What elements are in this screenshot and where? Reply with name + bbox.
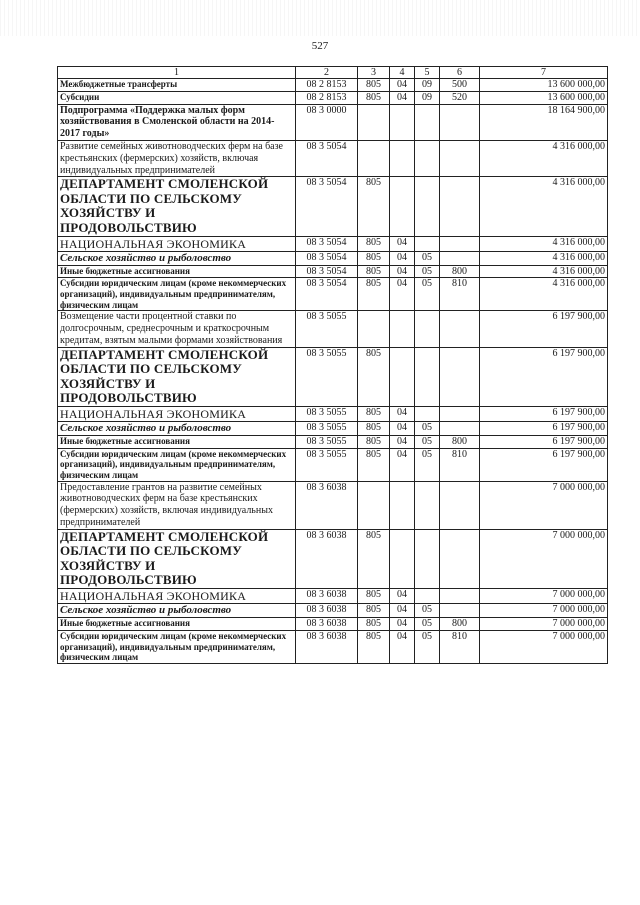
row-code-cell: 08 2 8153 — [296, 79, 358, 92]
row-col4-cell: 04 — [390, 618, 415, 631]
row-col6-cell: 800 — [440, 436, 480, 449]
row-name-cell: Иные бюджетные ассигнования — [58, 436, 296, 449]
row-col5-cell: 05 — [415, 436, 440, 449]
row-col5-cell: 05 — [415, 448, 440, 481]
row-col6-cell — [440, 481, 480, 529]
row-col5-cell — [415, 236, 440, 251]
row-col3-cell: 805 — [358, 406, 390, 421]
table-row — [58, 422, 608, 436]
row-name-cell: Иные бюджетные ассигнования — [58, 618, 296, 631]
row-col3-cell: 805 — [358, 589, 390, 604]
row-col5-cell — [415, 347, 440, 406]
row-col5-cell — [415, 529, 440, 588]
row-col6-cell — [440, 589, 480, 604]
row-col4-cell: 04 — [390, 265, 415, 278]
row-sum-cell: 7 000 000,00 — [480, 589, 608, 604]
table-row — [58, 406, 608, 421]
row-col5-cell: 05 — [415, 618, 440, 631]
row-name-cell: Иные бюджетные ассигнования — [58, 265, 296, 278]
row-col4-cell — [390, 347, 415, 406]
row-col3-cell: 805 — [358, 422, 390, 436]
column-header: 1 — [58, 67, 296, 79]
column-header: 5 — [415, 67, 440, 79]
row-col6-cell — [440, 406, 480, 421]
row-col5-cell: 05 — [415, 422, 440, 436]
row-code-cell: 08 3 0000 — [296, 104, 358, 140]
row-col4-cell — [390, 481, 415, 529]
table-row — [58, 448, 608, 481]
row-col4-cell — [390, 177, 415, 236]
table-row — [58, 618, 608, 631]
row-name-cell: Развитие семейных животноводческих ферм на базе крестьянских (фермерских) хозяйств, включая индивидуальных предпринимателей — [58, 140, 296, 176]
row-col5-cell — [415, 311, 440, 347]
row-sum-cell: 7 000 000,00 — [480, 618, 608, 631]
row-col4-cell: 04 — [390, 448, 415, 481]
row-name-cell: Субсидии — [58, 91, 296, 104]
row-name-cell: Субсидии юридическим лицам (кроме некоммерческих организаций), индивидуальным предпринимателям, физическим лицам — [58, 630, 296, 663]
row-sum-cell: 7 000 000,00 — [480, 630, 608, 663]
row-col5-cell — [415, 589, 440, 604]
table-row — [58, 529, 608, 588]
row-col4-cell — [390, 140, 415, 176]
row-code-cell: 08 3 6038 — [296, 481, 358, 529]
row-sum-cell: 4 316 000,00 — [480, 265, 608, 278]
row-code-cell: 08 3 5054 — [296, 177, 358, 236]
row-col3-cell: 805 — [358, 618, 390, 631]
row-code-cell: 08 3 5054 — [296, 251, 358, 265]
row-name-cell: ДЕПАРТАМЕНТ СМОЛЕНСКОЙ ОБЛАСТИ ПО СЕЛЬСКОМУ ХОЗЯЙСТВУ И ПРОДОВОЛЬСТВИЮ — [58, 177, 296, 236]
row-col5-cell: 05 — [415, 278, 440, 311]
row-col4-cell — [390, 311, 415, 347]
row-sum-cell: 6 197 900,00 — [480, 436, 608, 449]
row-code-cell: 08 3 6038 — [296, 618, 358, 631]
table-row — [58, 604, 608, 618]
row-code-cell: 08 3 5054 — [296, 278, 358, 311]
column-header: 4 — [390, 67, 415, 79]
row-col4-cell — [390, 104, 415, 140]
row-col5-cell — [415, 104, 440, 140]
row-sum-cell: 4 316 000,00 — [480, 236, 608, 251]
row-col6-cell — [440, 604, 480, 618]
row-code-cell: 08 3 5054 — [296, 265, 358, 278]
row-code-cell: 08 3 6038 — [296, 529, 358, 588]
row-col6-cell — [440, 347, 480, 406]
table-row — [58, 278, 608, 311]
row-sum-cell: 6 197 900,00 — [480, 347, 608, 406]
row-col3-cell: 805 — [358, 448, 390, 481]
row-col6-cell: 810 — [440, 448, 480, 481]
row-col3-cell: 805 — [358, 236, 390, 251]
row-name-cell: НАЦИОНАЛЬНАЯ ЭКОНОМИКА — [58, 406, 296, 421]
table-row — [58, 589, 608, 604]
row-name-cell: Субсидии юридическим лицам (кроме некоммерческих организаций), индивидуальным предпринимателям, физическим лицам — [58, 448, 296, 481]
row-col3-cell: 805 — [358, 251, 390, 265]
row-col3-cell — [358, 104, 390, 140]
row-sum-cell: 18 164 900,00 — [480, 104, 608, 140]
row-col5-cell: 09 — [415, 91, 440, 104]
row-code-cell: 08 3 6038 — [296, 604, 358, 618]
column-header: 2 — [296, 67, 358, 79]
row-code-cell: 08 3 5055 — [296, 448, 358, 481]
row-sum-cell: 4 316 000,00 — [480, 278, 608, 311]
table-row — [58, 347, 608, 406]
table-body — [58, 79, 608, 664]
row-col4-cell: 04 — [390, 278, 415, 311]
row-sum-cell: 4 316 000,00 — [480, 177, 608, 236]
row-col5-cell: 05 — [415, 604, 440, 618]
row-name-cell: Предоставление грантов на развитие семейных животноводческих ферм на базе крестьянских (фермерских) хозяйств, включая индивидуальных предпринимателей — [58, 481, 296, 529]
row-code-cell: 08 3 5054 — [296, 140, 358, 176]
table-row — [58, 104, 608, 140]
table-header-row — [58, 67, 608, 79]
row-col3-cell: 805 — [358, 91, 390, 104]
row-col5-cell — [415, 406, 440, 421]
row-col4-cell: 04 — [390, 236, 415, 251]
row-col3-cell: 805 — [358, 604, 390, 618]
row-code-cell: 08 3 5054 — [296, 236, 358, 251]
row-col3-cell: 805 — [358, 177, 390, 236]
column-header: 3 — [358, 67, 390, 79]
row-code-cell: 08 3 6038 — [296, 630, 358, 663]
scan-noise-strip — [0, 0, 640, 36]
row-name-cell: Возмещение части процентной ставки по долгосрочным, среднесрочным и краткосрочным кредитам, взятым малыми формами хозяйствования — [58, 311, 296, 347]
row-col6-cell — [440, 104, 480, 140]
row-code-cell: 08 3 5055 — [296, 406, 358, 421]
row-col3-cell: 805 — [358, 436, 390, 449]
row-name-cell: Субсидии юридическим лицам (кроме некоммерческих организаций), индивидуальным предпринимателям, физическим лицам — [58, 278, 296, 311]
row-col4-cell: 04 — [390, 91, 415, 104]
row-sum-cell: 4 316 000,00 — [480, 251, 608, 265]
row-col6-cell: 520 — [440, 91, 480, 104]
table-row — [58, 177, 608, 236]
row-sum-cell: 7 000 000,00 — [480, 481, 608, 529]
row-col5-cell: 05 — [415, 251, 440, 265]
row-name-cell: Сельское хозяйство и рыболовство — [58, 422, 296, 436]
table-row — [58, 481, 608, 529]
row-code-cell: 08 3 5055 — [296, 347, 358, 406]
row-col6-cell: 800 — [440, 618, 480, 631]
row-name-cell: ДЕПАРТАМЕНТ СМОЛЕНСКОЙ ОБЛАСТИ ПО СЕЛЬСКОМУ ХОЗЯЙСТВУ И ПРОДОВОЛЬСТВИЮ — [58, 529, 296, 588]
row-sum-cell: 4 316 000,00 — [480, 140, 608, 176]
row-col6-cell — [440, 529, 480, 588]
row-col4-cell — [390, 529, 415, 588]
row-col5-cell: 05 — [415, 265, 440, 278]
row-sum-cell: 6 197 900,00 — [480, 406, 608, 421]
row-name-cell: НАЦИОНАЛЬНАЯ ЭКОНОМИКА — [58, 236, 296, 251]
row-col3-cell: 805 — [358, 347, 390, 406]
row-sum-cell: 6 197 900,00 — [480, 422, 608, 436]
row-code-cell: 08 3 5055 — [296, 422, 358, 436]
row-col5-cell — [415, 481, 440, 529]
row-sum-cell: 13 600 000,00 — [480, 91, 608, 104]
row-sum-cell: 7 000 000,00 — [480, 529, 608, 588]
row-name-cell: Межбюджетные трансферты — [58, 79, 296, 92]
table-row — [58, 436, 608, 449]
row-col6-cell: 500 — [440, 79, 480, 92]
row-name-cell: Сельское хозяйство и рыболовство — [58, 604, 296, 618]
row-col4-cell: 04 — [390, 630, 415, 663]
row-col4-cell: 04 — [390, 604, 415, 618]
row-code-cell: 08 3 6038 — [296, 589, 358, 604]
row-col4-cell: 04 — [390, 436, 415, 449]
row-col3-cell — [358, 140, 390, 176]
row-col6-cell: 810 — [440, 630, 480, 663]
row-col5-cell — [415, 177, 440, 236]
row-col6-cell — [440, 140, 480, 176]
row-col4-cell: 04 — [390, 79, 415, 92]
row-code-cell: 08 3 5055 — [296, 436, 358, 449]
row-col4-cell: 04 — [390, 422, 415, 436]
row-col3-cell: 805 — [358, 79, 390, 92]
row-col3-cell — [358, 311, 390, 347]
row-name-cell: ДЕПАРТАМЕНТ СМОЛЕНСКОЙ ОБЛАСТИ ПО СЕЛЬСКОМУ ХОЗЯЙСТВУ И ПРОДОВОЛЬСТВИЮ — [58, 347, 296, 406]
row-col6-cell — [440, 177, 480, 236]
row-col6-cell — [440, 236, 480, 251]
row-col6-cell — [440, 422, 480, 436]
row-col6-cell — [440, 311, 480, 347]
table-row — [58, 79, 608, 92]
table-row — [58, 265, 608, 278]
row-col6-cell: 800 — [440, 265, 480, 278]
column-header: 6 — [440, 67, 480, 79]
column-header: 7 — [480, 67, 608, 79]
row-col3-cell: 805 — [358, 630, 390, 663]
row-sum-cell: 6 197 900,00 — [480, 311, 608, 347]
row-code-cell: 08 3 5055 — [296, 311, 358, 347]
table-row — [58, 236, 608, 251]
row-col5-cell — [415, 140, 440, 176]
row-sum-cell: 13 600 000,00 — [480, 79, 608, 92]
row-col4-cell: 04 — [390, 589, 415, 604]
row-sum-cell: 6 197 900,00 — [480, 448, 608, 481]
page-number: 527 — [311, 40, 329, 52]
row-name-cell: НАЦИОНАЛЬНАЯ ЭКОНОМИКА — [58, 589, 296, 604]
row-col3-cell: 805 — [358, 265, 390, 278]
row-col6-cell: 810 — [440, 278, 480, 311]
row-col3-cell: 805 — [358, 278, 390, 311]
row-col5-cell: 05 — [415, 630, 440, 663]
table-row — [58, 311, 608, 347]
table-row — [58, 251, 608, 265]
row-col3-cell: 805 — [358, 529, 390, 588]
row-name-cell: Подпрограмма «Поддержка малых форм хозяйствования в Смоленской области на 2014-2017 годы» — [58, 104, 296, 140]
budget-table — [57, 66, 608, 664]
row-col5-cell: 09 — [415, 79, 440, 92]
row-col4-cell: 04 — [390, 406, 415, 421]
table-row — [58, 91, 608, 104]
row-col6-cell — [440, 251, 480, 265]
row-code-cell: 08 2 8153 — [296, 91, 358, 104]
table-row — [58, 630, 608, 663]
row-col3-cell — [358, 481, 390, 529]
row-col4-cell: 04 — [390, 251, 415, 265]
table-row — [58, 140, 608, 176]
row-sum-cell: 7 000 000,00 — [480, 604, 608, 618]
row-name-cell: Сельское хозяйство и рыболовство — [58, 251, 296, 265]
